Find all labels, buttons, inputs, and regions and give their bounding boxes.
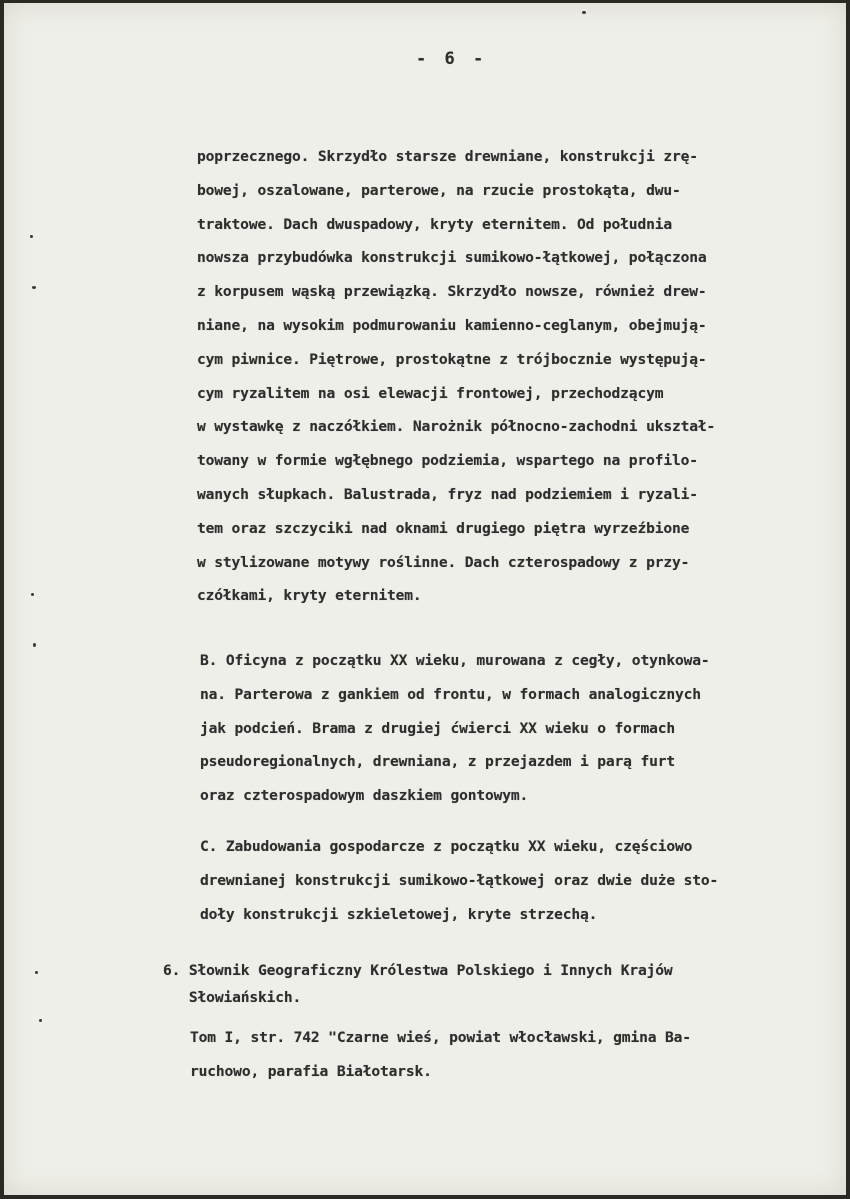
paragraph-b — [200, 651, 710, 820]
text-line: C. Zabudowania gospodarcze z początku XX wieku, częściowo — [200, 838, 693, 855]
list-item-6 — [163, 961, 673, 1015]
text-line: nowsza przybudówka konstrukcji sumikowo-łątkowej, połączona — [197, 249, 707, 267]
paragraph-a — [197, 147, 715, 620]
paragraph-c — [200, 837, 718, 938]
scan-speck — [35, 971, 38, 974]
text-line: drewnianej konstrukcji sumikowo-łątkowej oraz dwie duże sto- — [200, 871, 719, 889]
text-line: ruchowo, parafia Białotarsk. — [190, 1062, 432, 1080]
scan-speck — [33, 643, 36, 647]
paragraph-tom — [190, 1028, 691, 1096]
scan-speck — [32, 286, 36, 289]
text-line: poprzecznego. Skrzydło starsze drewniane, konstrukcji zrę- — [197, 148, 698, 165]
text-line: Tom I, str. 742 "Czarne wieś, powiat włocławski, gmina Ba- — [190, 1029, 691, 1046]
text-line: niane, na wysokim podmurowaniu kamienno-ceglanym, obejmują- — [197, 316, 707, 334]
scan-speck — [31, 593, 34, 596]
text-line: doły konstrukcji szkieletowej, kryte strzechą. — [200, 905, 598, 923]
text-line: na. Parterowa z gankiem od frontu, w formach analogicznych — [200, 685, 701, 703]
scan-speck — [582, 11, 586, 14]
text-line: B. Oficyna z początku XX wieku, murowana z cegły, otynkowa- — [200, 652, 710, 669]
text-line: wanych słupkach. Balustrada, fryz nad podziemiem i ryzali- — [197, 485, 698, 503]
text-line: cym ryzalitem na osi elewacji frontowej, przechodzącym — [197, 384, 664, 402]
scan-speck — [39, 1019, 42, 1022]
text-line: w wystawkę z naczółkiem. Narożnik północno-zachodni ukształ- — [197, 418, 716, 436]
text-line: pseudoregionalnych, drewniana, z przejazdem i parą furt — [200, 753, 675, 771]
text-line: Słowiańskich. — [163, 989, 302, 1006]
text-line: cym piwnice. Piętrowe, prostokątne z trójbocznie występują- — [197, 350, 707, 368]
text-line: w stylizowane motywy roślinne. Dach czterospadowy z przy- — [197, 553, 690, 571]
text-line: z korpusem wąską przewiązką. Skrzydło nowsze, również drew- — [197, 283, 707, 301]
scan-speck — [30, 235, 33, 238]
text-line: bowej, oszalowane, parterowe, na rzucie prostokąta, dwu- — [197, 181, 681, 199]
document-page — [4, 3, 846, 1195]
text-line: jak podcień. Brama z drugiej ćwierci XX wieku o formach — [200, 719, 675, 737]
page-number: - 6 - — [416, 49, 488, 69]
text-line: tem oraz szczyciki nad oknami drugiego piętra wyrzeźbione — [197, 519, 690, 537]
text-line: czółkami, kryty eternitem. — [197, 587, 422, 605]
text-line: towany w formie wgłębnego podziemia, wspartego na profilo- — [197, 452, 698, 470]
text-line: oraz czterospadowym daszkiem gontowym. — [200, 787, 529, 805]
text-line: 6. Słownik Geograficzny Królestwa Polskiego i Innych Krajów — [163, 962, 673, 979]
text-line: traktowe. Dach dwuspadowy, kryty eternitem. Od południa — [197, 215, 672, 233]
